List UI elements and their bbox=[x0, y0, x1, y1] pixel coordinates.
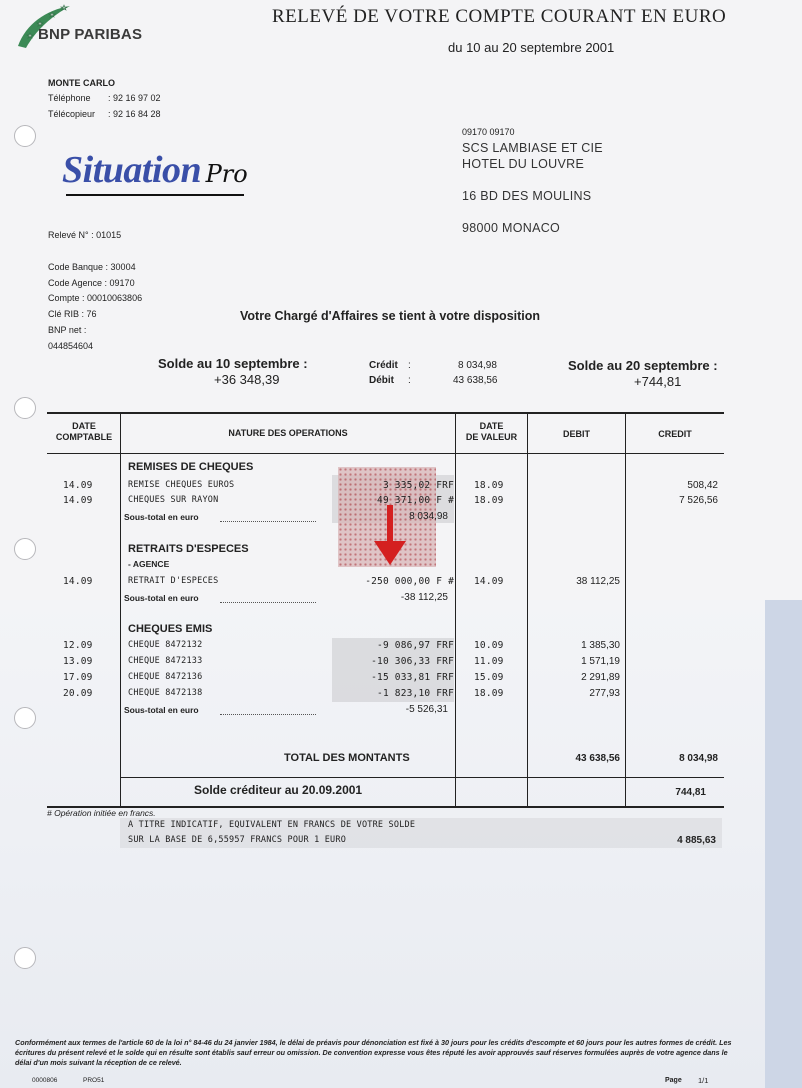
total-credit: 8 034,98 bbox=[679, 753, 718, 764]
row-label: REMISE CHEQUES EUROS bbox=[128, 480, 235, 490]
bank-name: BNP PARIBAS bbox=[38, 26, 143, 43]
row-date: 20.09 bbox=[63, 688, 93, 699]
page-right-strip bbox=[765, 600, 802, 1088]
header-debit: DEBIT bbox=[563, 429, 590, 439]
brand-word: Situation bbox=[62, 149, 202, 191]
group-title-retraits: RETRAITS D'ESPECES bbox=[128, 543, 249, 555]
agency-phone: : 92 16 97 02 bbox=[108, 93, 161, 103]
row-frf: -15 033,81 FRF bbox=[371, 672, 454, 683]
legal-notice: Conformément aux termes de l'article 60 de la loi n° 84-46 du 24 janvier 1984, le délai de préavis pour dénonciation est fixé à 30 jours pour les crédits d'escompte et 60 jours pour les autres formes de crédit. Les écritures du présent relevé et le solde qui en résulte sont établis sauf erreur ou omission. De convention expresse vous êtes réputé les avoir approuvés sauf réserves formulées auprès de votre agence dans le délai d'un mois suivant la réception de ce relevé. bbox=[15, 1038, 732, 1067]
credit-total: 8 034,98 bbox=[458, 360, 497, 371]
header-nature: NATURE DES OPERATIONS bbox=[228, 428, 348, 438]
debit-colon: : bbox=[408, 375, 411, 386]
subtotal-value: -5 526,31 bbox=[405, 704, 448, 715]
brand-suffix: Pro bbox=[205, 160, 248, 188]
header-date-valeur: DATE DE VALEUR bbox=[465, 421, 518, 442]
statement-period: du 10 au 20 septembre 2001 bbox=[448, 40, 615, 55]
row-debit: 2 291,89 bbox=[581, 672, 620, 683]
column-divider bbox=[625, 413, 626, 806]
credit-colon: : bbox=[408, 360, 411, 371]
client-city: 98000 MONACO bbox=[462, 221, 561, 235]
column-divider bbox=[455, 413, 456, 806]
column-divider bbox=[120, 413, 121, 806]
client-code: 09170 09170 bbox=[462, 127, 515, 137]
subtotal-label: Sous-total en euro bbox=[124, 705, 199, 715]
indicatif-line1: A TITRE INDICATIF, EQUIVALENT EN FRANCS DE VOTRE SOLDE bbox=[128, 820, 416, 830]
subtotal-leader bbox=[220, 602, 316, 603]
row-label: RETRAIT D'ESPECES bbox=[128, 576, 219, 586]
total-rule bbox=[120, 777, 724, 778]
client-name: SCS LAMBIASE ET CIE bbox=[462, 141, 603, 155]
row-frf: -10 306,33 FRF bbox=[371, 656, 454, 667]
client-street: 16 BD DES MOULINS bbox=[462, 189, 592, 203]
indicatif-value: 4 885,63 bbox=[677, 835, 716, 846]
row-frf: 49 371,00 F # bbox=[377, 495, 454, 506]
row-frf: -9 086,97 FRF bbox=[377, 640, 454, 651]
binder-hole bbox=[14, 707, 36, 729]
code-agence: Code Agence : 09170 bbox=[48, 278, 135, 288]
row-debit: 1 385,30 bbox=[581, 640, 620, 651]
closing-solde-label: Solde créditeur au 20.09.2001 bbox=[194, 783, 363, 797]
bnp-net-label: BNP net : bbox=[48, 325, 87, 335]
opening-balance-label: Solde au 10 septembre : bbox=[158, 356, 308, 371]
row-value-date: 18.09 bbox=[474, 688, 504, 699]
binder-hole bbox=[14, 397, 36, 419]
row-debit: 1 571,19 bbox=[581, 656, 620, 667]
row-debit: 277,93 bbox=[589, 688, 620, 699]
closing-solde-value: 744,81 bbox=[675, 787, 706, 798]
table-header-rule bbox=[47, 453, 724, 454]
binder-hole bbox=[14, 538, 36, 560]
subtotal-label: Sous-total en euro bbox=[124, 593, 199, 603]
row-date: 17.09 bbox=[63, 672, 93, 683]
cle-rib: Clé RIB : 76 bbox=[48, 309, 97, 319]
table-top-rule bbox=[47, 412, 724, 414]
row-frf: -250 000,00 F # bbox=[365, 576, 454, 587]
row-value-date: 11.09 bbox=[474, 656, 504, 667]
debit-total: 43 638,56 bbox=[453, 375, 498, 386]
column-divider bbox=[527, 413, 528, 806]
row-label: CHEQUES SUR RAYON bbox=[128, 495, 219, 505]
client-hotel: HOTEL DU LOUVRE bbox=[462, 157, 585, 171]
row-credit: 508,42 bbox=[687, 480, 718, 491]
row-value-date: 14.09 bbox=[474, 576, 504, 587]
agency-phone-label: Téléphone bbox=[48, 93, 91, 103]
agency-fax: : 92 16 84 28 bbox=[108, 109, 161, 119]
credit-label: Crédit bbox=[369, 360, 398, 371]
row-credit: 7 526,56 bbox=[679, 495, 718, 506]
subtotal-leader bbox=[220, 714, 316, 715]
row-debit: 38 112,25 bbox=[576, 576, 620, 587]
page-label: Page bbox=[665, 1077, 682, 1084]
row-value-date: 10.09 bbox=[474, 640, 504, 651]
situation-pro-logo bbox=[62, 148, 248, 192]
footer-code: PRO51 bbox=[83, 1077, 105, 1084]
page-number: 1/1 bbox=[698, 1076, 709, 1085]
row-label: CHEQUE 8472132 bbox=[128, 640, 203, 650]
opening-balance-value: +36 348,39 bbox=[214, 372, 280, 387]
brand-underline bbox=[66, 194, 244, 196]
agency-fax-label: Télécopieur bbox=[48, 109, 96, 119]
row-date: 14.09 bbox=[63, 495, 93, 506]
row-label: CHEQUE 8472138 bbox=[128, 688, 203, 698]
row-date: 12.09 bbox=[63, 640, 93, 651]
row-label: CHEQUE 8472133 bbox=[128, 656, 203, 666]
row-frf: 3 335,02 FRF bbox=[382, 480, 454, 491]
page-title: RELEVÉ DE VOTRE COMPTE COURANT EN EURO bbox=[272, 6, 727, 27]
total-label: TOTAL DES MONTANTS bbox=[284, 752, 410, 764]
releve-number: Relevé N° : 01015 bbox=[48, 230, 122, 240]
code-banque: Code Banque : 30004 bbox=[48, 262, 136, 272]
group-title-cheques: CHEQUES EMIS bbox=[128, 623, 213, 635]
binder-hole bbox=[14, 125, 36, 147]
closing-balance-value: +744,81 bbox=[634, 374, 682, 389]
footer-code: 0000806 bbox=[32, 1077, 58, 1084]
row-date: 13.09 bbox=[63, 656, 93, 667]
charge-affaires-message: Votre Chargé d'Affaires se tient à votre disposition bbox=[240, 309, 541, 323]
header-credit: CREDIT bbox=[658, 429, 692, 439]
group-title-remises: REMISES DE CHEQUES bbox=[128, 461, 254, 473]
row-value-date: 18.09 bbox=[474, 480, 504, 491]
subtotal-value: 8 034,98 bbox=[409, 511, 448, 522]
row-label: CHEQUE 8472136 bbox=[128, 672, 203, 682]
row-date: 14.09 bbox=[63, 480, 93, 491]
account-number: Compte : 00010063806 bbox=[48, 293, 143, 303]
debit-label: Débit bbox=[369, 375, 394, 386]
row-date: 14.09 bbox=[63, 576, 93, 587]
group-subtitle: - AGENCE bbox=[128, 559, 170, 569]
row-frf: -1 823,10 FRF bbox=[377, 688, 454, 699]
subtotal-value: -38 112,25 bbox=[400, 592, 448, 603]
header-date-comptable: DATE COMPTABLE bbox=[55, 421, 113, 442]
operation-note: # Opération initiée en francs. bbox=[47, 808, 156, 818]
row-value-date: 18.09 bbox=[474, 495, 504, 506]
subtotal-label: Sous-total en euro bbox=[124, 512, 199, 522]
row-value-date: 15.09 bbox=[474, 672, 504, 683]
agency-name: MONTE CARLO bbox=[48, 78, 115, 88]
binder-hole bbox=[14, 947, 36, 969]
indicatif-line2: SUR LA BASE DE 6,55957 FRANCS POUR 1 EURO bbox=[128, 835, 347, 845]
closing-balance-label: Solde au 20 septembre : bbox=[568, 358, 718, 373]
subtotal-leader bbox=[220, 521, 316, 522]
bnp-net-value: 044854604 bbox=[48, 341, 94, 351]
total-debit: 43 638,56 bbox=[575, 753, 620, 764]
